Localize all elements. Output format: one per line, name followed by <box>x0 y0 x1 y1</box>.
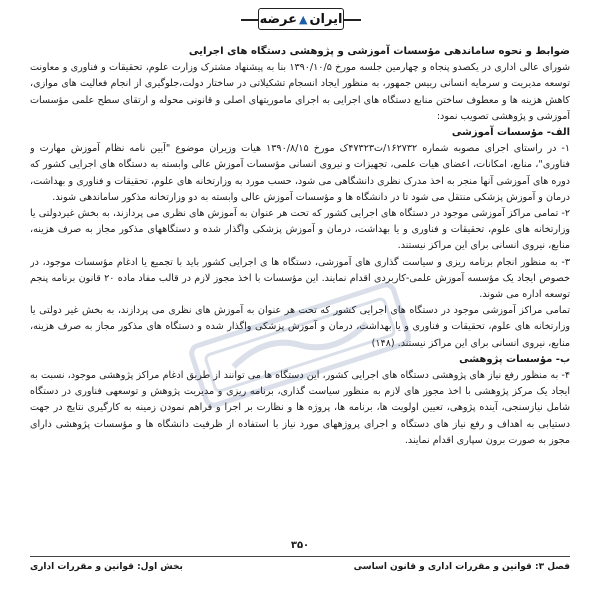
page-number: ۳۵۰ <box>290 540 310 551</box>
section-b-heading: ب- مؤسسات پژوهشی <box>459 353 570 365</box>
footer-divider <box>30 556 570 557</box>
paragraph-5: ۴- به منظور رفع نیاز های پژوهشی دستگاه های اجرایی کشور، این دستگاه ها می توانند از طریق ادغام مراکز پژوهشی موجود، نسبت به ایجاد یک مرکز پژوهشی با اخذ مجوز های لازم به منظور سیاست گذاری، برنامه ریزی و مدیریت پژوهش و توسعهی فناوری در دستگاه شامل نیازسنجی، آینده پژوهی، تعیین اولویت ها، برنامه ها، پروژه ها و نظارت بر اجرا و فراهم نمودن زمینه به کارگیری نتایج در جهت دستیابی به اهداف و رفع نیاز های دستگاه و اجرای پروژههای مورد نیاز با استفاده از ظرفیت دانشگاه ها و مؤسسات پژوهشی دارای مجوز به صورت برون سپاری اقدام نمایند. <box>30 370 570 446</box>
paragraph-3: ۳- به منظور انجام برنامه ریزی و سیاست گذاری های آموزشی، دستگاه ها ی اجرایی کشور باید با تجمیع یا ادغام مؤسسات موجود، در خصوص ایجاد یک مؤسسه آموزش علمی-کاربردی اقدام نمایند. این مؤسسات با اخذ مجوز لازم در قالب مفاد ماده ۲۰ قانون برنامه پنجم توسعه اداره می شوند. <box>30 256 570 301</box>
document-body <box>30 44 570 544</box>
paragraph-4: تمامی مراکز آموزشی موجود در دستگاه های اجرایی کشور که تحت هر عنوان به آموزش های نظری می پردازند، به بخش غیر دولتی یا وزارتخانه های علوم، تحقیقات و فناوری و یا بهداشت، درمان و آموزش پزشکی واگذار شده و دستگاه های مذکور مجاز به صرف هزینه، منابع، نیروی انسانی برای این مراکز نیستند. (۱۴۸) <box>30 305 570 349</box>
logo-arrow-icon: ▲ <box>298 12 308 26</box>
section-a-heading: الف- مؤسسات آموزشی <box>451 127 570 139</box>
logo-text-b: عرضه <box>259 11 297 27</box>
site-logo <box>258 8 344 30</box>
paragraph-2: ۲- تمامی مراکز آموزشی موجود در دستگاه های اجرایی کشور که تحت هر عنوان به آموزش های نظری می پردازند، به بخش غیردولتی یا وزارتخانه های علوم، تحقیقات و فناوری و یا بهداشت، درمان و آموزش پزشکی واگذار شده و دستگاههای مذکور مجاز به صرف هزینه، منابع، نیروی انسانی برای این مراکز نیستند. <box>30 208 570 252</box>
logo-text-a: ایران <box>309 11 343 27</box>
footer-part: بخش اول: قوانین و مقررات اداری <box>30 562 183 572</box>
document-heading: ضوابط و نحوه ساماندهی مؤسسات آموزشی و پژوهشی دستگاه های اجرایی <box>188 46 570 57</box>
footer-chapter: فصل ۳: قوانین و مقررات اداری و قانون اساسی <box>353 562 570 572</box>
paragraph-1: ۱- در راستای اجرای مصوبه شماره ۱۶۲۷۳۲/ت۴۷۳۲۳ک مورخ ۱۳۹۰/۸/۱۵ هیات وزیران موضوع "آیین نامه نظام آموزش مهارت و فناوری"، منابع، امکانات، اعضای هیات علمی، تجهیزات و نیروی انسانی مؤسسات آموزش عالی وابسته به دستگاه های اجرایی کشور که دوره های آموزشی آنها منجر به اخذ مدرک نظری دانشگاهی می شود، حسب مورد به وزارتخانه های علوم، تحقیقات و فناوری و بهداشت، درمان و آموزش پزشکی منتقل می شود تا در دانشگاه ها و مؤسسات آموزش عالی وابسته به دو وزارتخانه مذکور ساماندهی شوند. <box>30 143 570 203</box>
intro-paragraph: شورای عالی اداری در یکصدو پنجاه و چهارمین جلسه مورخ ۱۳۹۰/۱۰/۵ بنا به پیشنهاد مشترک وزارت علوم، تحقیقات و فناوری و معاونت توسعه مدیریت و سرمایه انسانی رییس جمهور، به منظور ایجاد انسجام تشکیلاتی در ساختار دولت،جلوگیری از انجام فعالیت های موازی، کاهش هزینه ها و معطوف ساختن منابع دستگاه های اجرایی به اجرای ماموریتهای اصلی و قانونی محوله و ارتقای سطح علمی مؤسسات آموزشی و پژوهشی تصویب نمود: <box>30 62 570 122</box>
